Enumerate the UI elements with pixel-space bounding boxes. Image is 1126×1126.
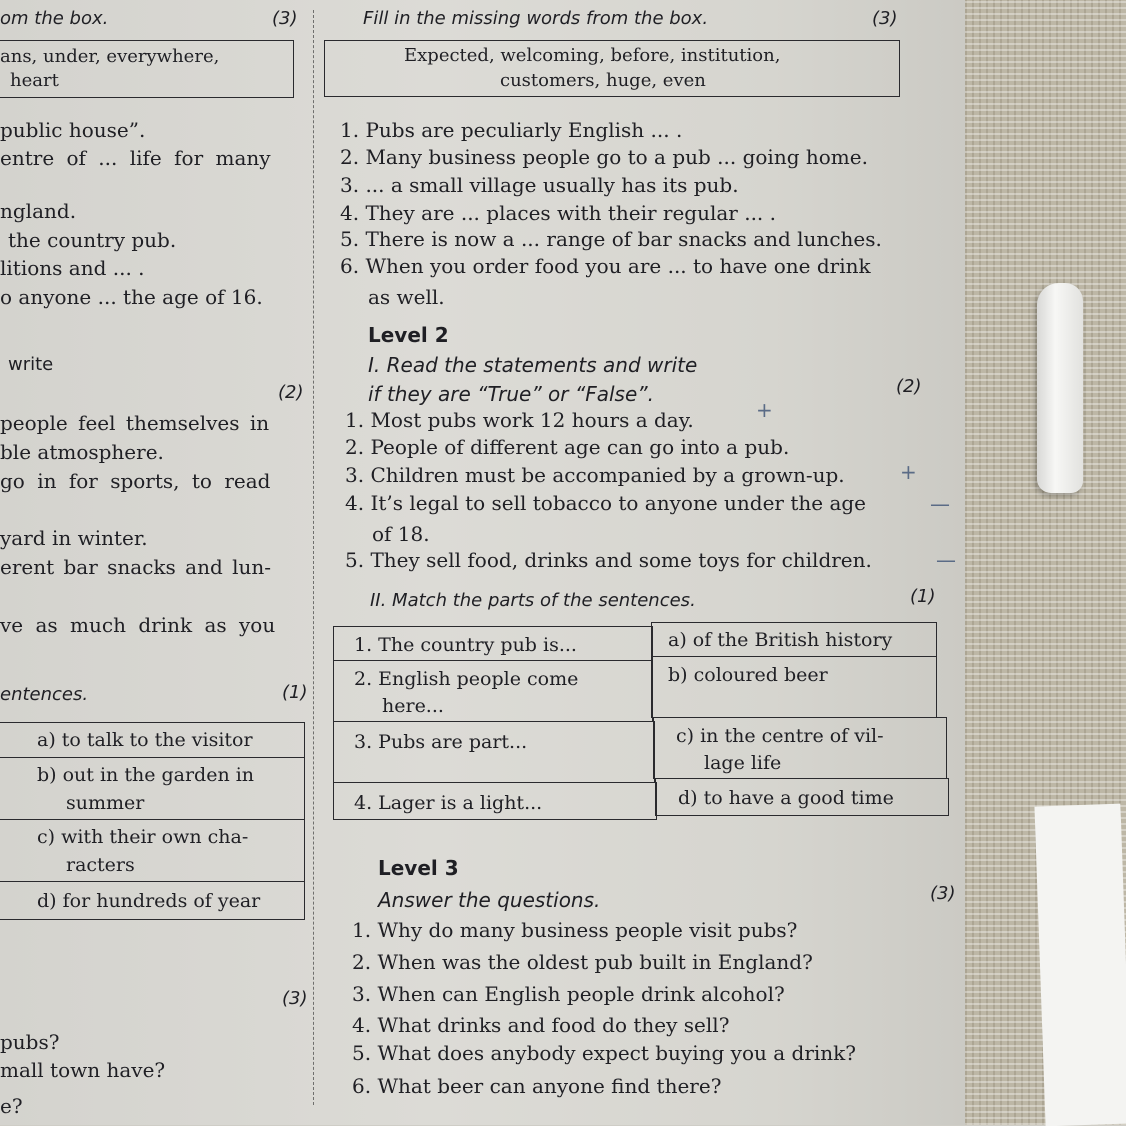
match-left-cell bbox=[333, 660, 653, 722]
left-tf-line-4: yard in winter. bbox=[0, 526, 148, 550]
level3-instruction: Answer the questions. bbox=[378, 888, 601, 912]
left-box-points: (3) bbox=[272, 8, 298, 29]
left-write-line: write bbox=[8, 354, 54, 375]
left-box-line1: ans, under, everywhere, bbox=[0, 46, 220, 67]
match-right-cell bbox=[651, 656, 937, 718]
left-line-6: o anyone ... the age of 16. bbox=[0, 285, 263, 309]
tf-item-4: 4. It’s legal to sell tobacco to anyone under the age bbox=[345, 491, 867, 515]
left-bottom-line-1: pubs? bbox=[0, 1030, 60, 1054]
match-right-d: d) to have a good time bbox=[678, 787, 894, 809]
level3-title: Level 3 bbox=[378, 856, 459, 880]
match-table bbox=[333, 622, 949, 821]
paper-strip bbox=[1034, 804, 1126, 1126]
match-left-2a: 2. English people come bbox=[354, 668, 579, 690]
match-right-cell bbox=[655, 778, 949, 816]
match-left-1: 1. The country pub is... bbox=[354, 634, 577, 656]
question-2: 2. When was the oldest pub built in England? bbox=[352, 950, 813, 974]
task1-instruction: Fill in the missing words from the box. bbox=[363, 8, 709, 29]
word-box-line1: Expected, welcoming, before, institution, bbox=[404, 45, 781, 66]
left-table-row-b1: b) out in the garden in bbox=[37, 764, 255, 786]
left-line-4: the country pub. bbox=[8, 228, 177, 252]
pencil-mark-icon: + bbox=[900, 460, 917, 484]
left-bottom-line-3: e? bbox=[0, 1094, 23, 1118]
match-left-cell bbox=[333, 721, 655, 783]
left-table-row bbox=[0, 819, 305, 882]
left-points-2: (2) bbox=[278, 382, 304, 403]
left-line-5: litions and ... . bbox=[0, 256, 145, 280]
match-instruction: II. Match the parts of the sentences. bbox=[370, 590, 696, 611]
left-table-row-d: d) for hundreds of year bbox=[37, 890, 261, 912]
left-sentences-header: entences. bbox=[0, 684, 89, 705]
left-match-table bbox=[0, 722, 305, 920]
left-tf-line-3: go in for sports, to read bbox=[0, 469, 271, 493]
level2-title: Level 2 bbox=[368, 323, 449, 347]
column-divider bbox=[313, 10, 314, 1105]
fill-item-1: 1. Pubs are peculiarly English ... . bbox=[340, 118, 683, 142]
fill-item-6-cont: as well. bbox=[368, 285, 445, 309]
match-points: (1) bbox=[910, 586, 936, 607]
level3-points: (3) bbox=[930, 883, 956, 904]
match-right-b: b) coloured beer bbox=[668, 664, 828, 686]
eraser bbox=[1037, 283, 1083, 493]
word-box-line2: customers, huge, even bbox=[500, 70, 706, 91]
left-box-line2: heart bbox=[10, 70, 59, 91]
question-4: 4. What drinks and food do they sell? bbox=[352, 1013, 730, 1037]
left-tf-line-6: ve as much drink as you bbox=[0, 613, 276, 637]
question-1: 1. Why do many business people visit pubs? bbox=[352, 918, 798, 942]
level2-instruction-1: I. Read the statements and write bbox=[368, 353, 698, 377]
match-right-c1: c) in the centre of vil- bbox=[676, 725, 884, 747]
left-table-row bbox=[0, 757, 305, 820]
left-table-row-b2: summer bbox=[66, 792, 145, 814]
match-left-3: 3. Pubs are part... bbox=[354, 731, 528, 753]
left-tf-line-2: ble atmosphere. bbox=[0, 440, 164, 464]
left-table-row-c1: c) with their own cha- bbox=[37, 826, 249, 848]
fill-item-3: 3. ... a small village usually has its pub. bbox=[340, 173, 739, 197]
left-line-2: entre of ... life for many bbox=[0, 146, 271, 170]
left-table-row-c2: racters bbox=[66, 854, 135, 876]
fill-item-5: 5. There is now a ... range of bar snacks and lunches. bbox=[340, 227, 882, 251]
pencil-dash-icon: — bbox=[930, 492, 950, 516]
left-table-row bbox=[0, 722, 305, 758]
match-left-cell bbox=[333, 626, 653, 661]
left-points-3: (3) bbox=[282, 988, 308, 1009]
question-6: 6. What beer can anyone find there? bbox=[352, 1074, 722, 1098]
left-table-row bbox=[0, 881, 305, 920]
level2-points: (2) bbox=[896, 376, 922, 397]
left-line-1: public house”. bbox=[0, 118, 146, 142]
left-tf-line-1: people feel themselves in bbox=[0, 411, 270, 435]
pencil-mark-icon: + bbox=[756, 398, 773, 422]
fill-item-4: 4. They are ... places with their regular ... . bbox=[340, 201, 777, 225]
tf-item-5: 5. They sell food, drinks and some toys for children. bbox=[345, 548, 872, 572]
match-right-cell bbox=[651, 622, 937, 657]
match-left-4: 4. Lager is a light... bbox=[354, 792, 543, 814]
question-3: 3. When can English people drink alcohol? bbox=[352, 982, 785, 1006]
match-left-cell bbox=[333, 782, 657, 820]
left-sentences-points: (1) bbox=[282, 682, 308, 703]
tf-item-3: 3. Children must be accompanied by a grown-up. bbox=[345, 463, 845, 487]
fill-item-2: 2. Many business people go to a pub ... going home. bbox=[340, 145, 868, 169]
tf-item-2: 2. People of different age can go into a pub. bbox=[345, 435, 790, 459]
match-right-cell bbox=[653, 717, 947, 779]
tf-item-1: 1. Most pubs work 12 hours a day. bbox=[345, 408, 694, 432]
pencil-dash-icon: — bbox=[936, 548, 956, 572]
match-right-a: a) of the British history bbox=[668, 629, 893, 651]
task1-points: (3) bbox=[872, 8, 898, 29]
level2-instruction-2: if they are “True” or “False”. bbox=[368, 382, 654, 406]
left-line-3: ngland. bbox=[0, 199, 77, 223]
match-right-c2: lage life bbox=[704, 752, 782, 774]
fill-item-6: 6. When you order food you are ... to have one drink bbox=[340, 254, 871, 278]
left-box-header: om the box. bbox=[0, 8, 109, 29]
match-left-2b: here... bbox=[382, 695, 444, 717]
left-bottom-line-2: mall town have? bbox=[0, 1058, 166, 1082]
question-5: 5. What does anybody expect buying you a drink? bbox=[352, 1041, 857, 1065]
left-tf-line-5: erent bar snacks and lun- bbox=[0, 555, 272, 579]
tf-item-4-cont: of 18. bbox=[372, 522, 430, 546]
left-table-row-a: a) to talk to the visitor bbox=[37, 729, 253, 751]
